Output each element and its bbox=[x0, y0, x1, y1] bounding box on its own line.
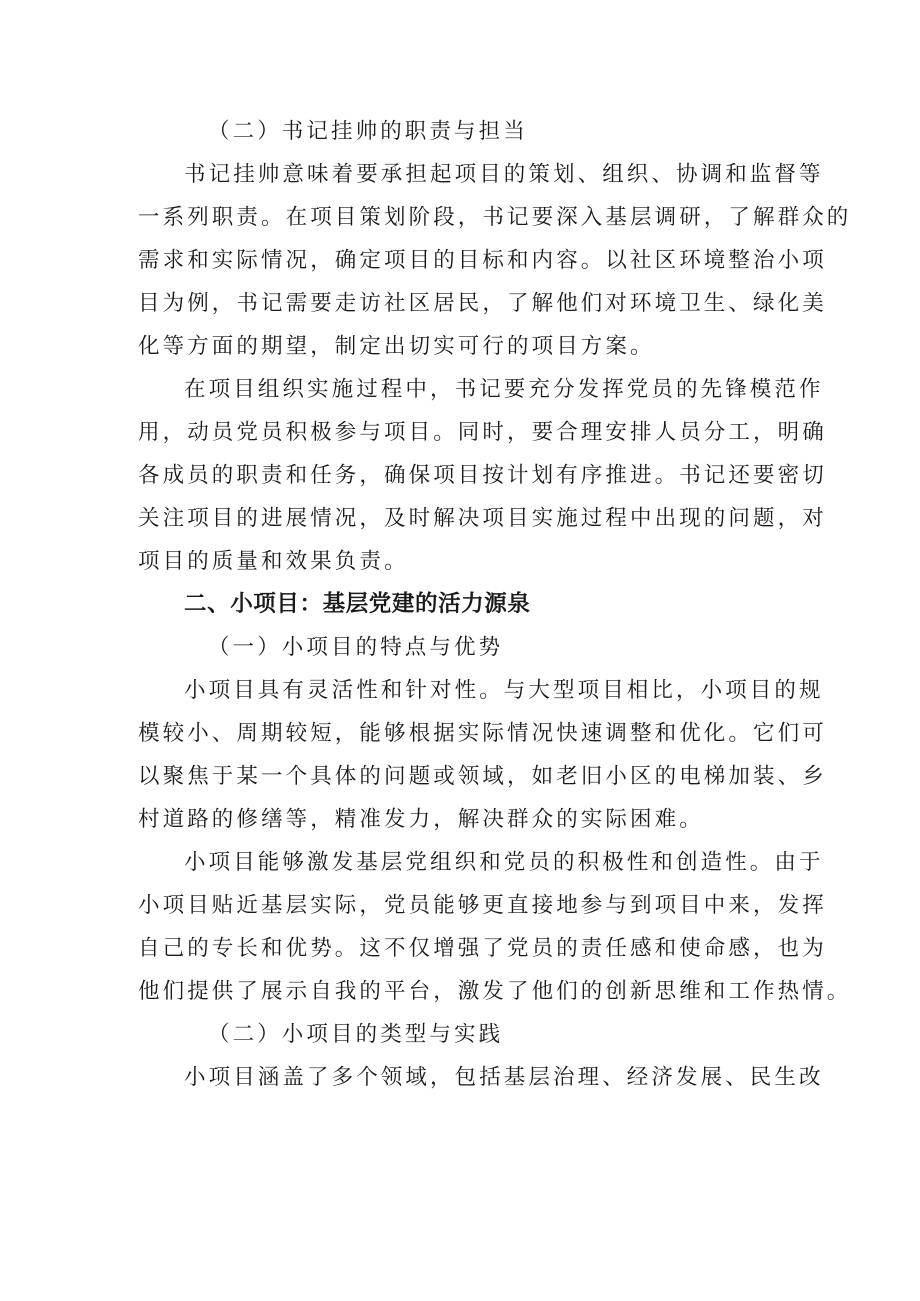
section-subheading: （二）书记挂帅的职责与担当 bbox=[208, 119, 528, 144]
paragraph-line: 一系列职责。在项目策划阶段，书记要深入基层调研，了解群众的 bbox=[138, 205, 852, 230]
paragraph-motivation bbox=[138, 841, 852, 1013]
paragraph-line: 目为例，书记需要走访社区居民，了解他们对环境卫生、绿化美 bbox=[138, 291, 827, 316]
paragraph-line: 各成员的职责和任务，确保项目按计划有序推进。书记还要密切 bbox=[138, 463, 827, 488]
section-subheading: （一）小项目的特点与优势 bbox=[208, 635, 504, 660]
paragraph-line: 村道路的修缮等，精准发力，解决群众的实际困难。 bbox=[138, 807, 704, 832]
paragraph-line: 关注项目的进展情况，及时解决项目实施过程中出现的问题，对 bbox=[138, 506, 827, 531]
paragraph-flexibility bbox=[138, 669, 827, 841]
section-subheading: （二）小项目的类型与实践 bbox=[208, 1022, 504, 1047]
paragraph-line: 在项目组织实施过程中，书记要充分发挥党员的先锋模范作 bbox=[184, 377, 824, 402]
paragraph-types bbox=[138, 1056, 824, 1099]
paragraph-line: 项目的质量和效果负责。 bbox=[138, 549, 409, 574]
paragraph-line: 化等方面的期望，制定出切实可行的项目方案。 bbox=[138, 334, 655, 359]
document-body bbox=[138, 110, 852, 1099]
paragraph-line: 他们提供了展示自我的平台，激发了他们的创新思维和工作热情。 bbox=[138, 979, 852, 1004]
paragraph-implementation bbox=[138, 368, 827, 583]
paragraph-line: 自己的专长和优势。这不仅增强了党员的责任感和使命感，也为 bbox=[138, 936, 827, 961]
section-heading: 二、小项目：基层党建的活力源泉 bbox=[184, 591, 531, 617]
paragraph-line: 以聚焦于某一个具体的问题或领域，如老旧小区的电梯加装、乡 bbox=[138, 764, 827, 789]
paragraph-line: 小项目涵盖了多个领域，包括基层治理、经济发展、民生改 bbox=[184, 1065, 824, 1090]
paragraph-line: 小项目贴近基层实际，党员能够更直接地参与到项目中来，发挥 bbox=[138, 893, 827, 918]
paragraph-line: 小项目能够激发基层党组织和党员的积极性和创造性。由于 bbox=[184, 850, 824, 875]
paragraph-line: 书记挂帅意味着要承担起项目的策划、组织、协调和监督等 bbox=[184, 162, 824, 187]
paragraph-line: 小项目具有灵活性和针对性。与大型项目相比，小项目的规 bbox=[184, 678, 824, 703]
paragraph-line: 模较小、周期较短，能够根据实际情况快速调整和优化。它们可 bbox=[138, 721, 827, 746]
paragraph-line: 用，动员党员积极参与项目。同时，要合理安排人员分工，明确 bbox=[138, 420, 827, 445]
paragraph-line: 需求和实际情况，确定项目的目标和内容。以社区环境整治小项 bbox=[138, 248, 827, 273]
paragraph-secretary-duties bbox=[138, 153, 852, 368]
